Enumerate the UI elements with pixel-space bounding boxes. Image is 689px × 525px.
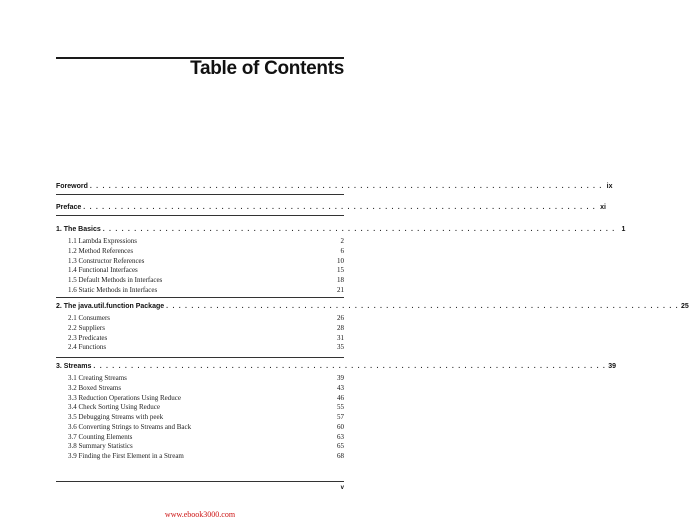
toc-subentry-page: 68: [337, 452, 344, 460]
toc-subentry-title: 3.4 Check Sorting Using Reduce: [68, 403, 160, 412]
toc-entry-page: ix: [606, 183, 613, 190]
toc-subentry-page: 60: [337, 422, 344, 431]
toc-entry-page: xi: [600, 204, 606, 211]
toc-entry-title: 3. Streams: [56, 363, 92, 370]
toc-subentry-page: 18: [337, 276, 344, 284]
toc-subentry[interactable]: [56, 451, 344, 461]
toc-subentry[interactable]: [56, 393, 344, 403]
toc-subentry[interactable]: [56, 323, 344, 333]
section-divider: [56, 297, 344, 298]
toc-subentry-title: 2.4 Functions: [68, 343, 107, 352]
toc-subentry-title: 3.1 Creating Streams: [68, 374, 127, 382]
toc-subentry[interactable]: [56, 373, 344, 383]
toc-entry[interactable]: [56, 302, 689, 312]
toc-subentry[interactable]: [56, 313, 344, 323]
toc-subentry[interactable]: [56, 265, 344, 275]
toc-subentry-page: 2: [340, 237, 344, 245]
toc-subentry-page: 39: [337, 374, 344, 382]
toc-entry-page: 39: [608, 363, 617, 370]
toc-subentry-title: 3.5 Debugging Streams with peek: [68, 413, 164, 421]
toc-entry[interactable]: [56, 225, 626, 235]
section-divider: [56, 194, 344, 195]
toc-subentry[interactable]: [56, 342, 344, 352]
dot-leader: . . . . . . . . . . . . . . . . . . . . . . . . . . . . . . . . . . . . . . . . . . . . . . . . . . . . . . . . . . . . . . . . . . . . . . . . . . . . . . . . . .: [93, 363, 607, 370]
toc-subentry-title: 2.2 Suppliers: [68, 323, 105, 332]
toc-entry[interactable]: [56, 362, 617, 372]
toc-subentry-title: 3.6 Converting Strings to Streams and Back: [68, 422, 192, 431]
toc-subentry[interactable]: [56, 432, 344, 442]
toc-subentry[interactable]: [56, 402, 344, 412]
toc-subentry-page: 10: [337, 256, 344, 265]
toc-subentry-page: 43: [337, 383, 344, 392]
toc-subentry-title: 3.8 Summary Statistics: [68, 442, 133, 451]
toc-subentry-title: 1.3 Constructor References: [68, 256, 145, 265]
toc-subentry[interactable]: [56, 246, 344, 256]
dot-leader: . . . . . . . . . . . . . . . . . . . . . . . . . . . . . . . . . . . . . . . . . . . . . . . . . . . . . . . . . . . . . . . . . . . . . . . . . . . . . . . . . .: [102, 226, 616, 233]
toc-subentry-title: 1.2 Method References: [68, 246, 134, 255]
toc-subentry-title: 1.6 Static Methods in Interfaces: [68, 285, 158, 294]
toc-subentry[interactable]: [56, 275, 344, 285]
toc-subentry[interactable]: [56, 285, 344, 295]
toc-entry-title: Foreword: [56, 183, 88, 190]
toc-entry-page: 25: [680, 303, 689, 310]
toc-subentry-page: 55: [337, 403, 344, 412]
toc-subentry-title: 3.9 Finding the First Element in a Stream: [68, 452, 184, 460]
toc-entry-page: 1: [621, 226, 626, 233]
toc-subentry[interactable]: [56, 333, 344, 343]
toc-subentry-title: 1.4 Functional Interfaces: [68, 266, 138, 275]
dot-leader: . . . . . . . . . . . . . . . . . . . . . . . . . . . . . . . . . . . . . . . . . . . . . . . . . . . . . . . . . . . . . . . . . . . . . . . . . . . . . . . . . .: [166, 303, 679, 310]
section-divider: [56, 215, 344, 216]
toc-entry[interactable]: [56, 203, 606, 213]
toc-subentry-page: 26: [337, 314, 344, 322]
toc-subentry-page: 31: [337, 333, 344, 342]
toc-entry[interactable]: [56, 182, 613, 192]
toc-subentry-title: 3.2 Boxed Streams: [68, 383, 122, 392]
toc-subentry-title: 1.1 Lambda Expressions: [68, 237, 138, 245]
footer-rule: [56, 481, 344, 482]
toc-subentry-page: 15: [337, 266, 344, 275]
section-divider: [56, 357, 344, 358]
toc-subentry[interactable]: [56, 256, 344, 266]
page-title: Table of Contents: [190, 58, 344, 79]
toc-entry-title: 1. The Basics: [56, 226, 101, 233]
toc-subentry-title: 3.7 Counting Elements: [68, 432, 133, 441]
toc-subentry-page: 46: [337, 393, 344, 402]
toc-subentry[interactable]: [56, 236, 344, 246]
toc-subentry[interactable]: [56, 412, 344, 422]
toc-subentry-page: 35: [337, 343, 344, 352]
toc-entry-title: Preface: [56, 204, 82, 211]
toc-subentry-title: 1.5 Default Methods in Interfaces: [68, 276, 163, 284]
toc-subentry-page: 6: [340, 246, 344, 255]
watermark-text: www.ebook3000.com: [164, 510, 236, 519]
toc-subentry[interactable]: [56, 422, 344, 432]
page-number: v: [340, 485, 344, 491]
toc-subentry[interactable]: [56, 441, 344, 451]
toc-subentry[interactable]: [56, 383, 344, 393]
toc-subentry-page: 65: [337, 442, 344, 451]
toc-subentry-title: 2.1 Consumers: [68, 314, 110, 322]
toc-subentry-page: 28: [337, 323, 344, 332]
toc-subentry-title: 3.3 Reduction Operations Using Reduce: [68, 393, 181, 402]
dot-leader: . . . . . . . . . . . . . . . . . . . . . . . . . . . . . . . . . . . . . . . . . . . . . . . . . . . . . . . . . . . . . . . . . . . . . . . . . . . . . . . . . .: [83, 204, 596, 211]
toc-subentry-page: 63: [337, 432, 344, 441]
toc-subentry-page: 57: [337, 413, 344, 421]
toc-subentry-title: 2.3 Predicates: [68, 333, 108, 342]
toc-entry-title: 2. The java.util.function Package: [56, 303, 165, 310]
toc-subentry-page: 21: [337, 285, 344, 294]
dot-leader: . . . . . . . . . . . . . . . . . . . . . . . . . . . . . . . . . . . . . . . . . . . . . . . . . . . . . . . . . . . . . . . . . . . . . . . . . . . . . . . . . .: [89, 183, 603, 190]
